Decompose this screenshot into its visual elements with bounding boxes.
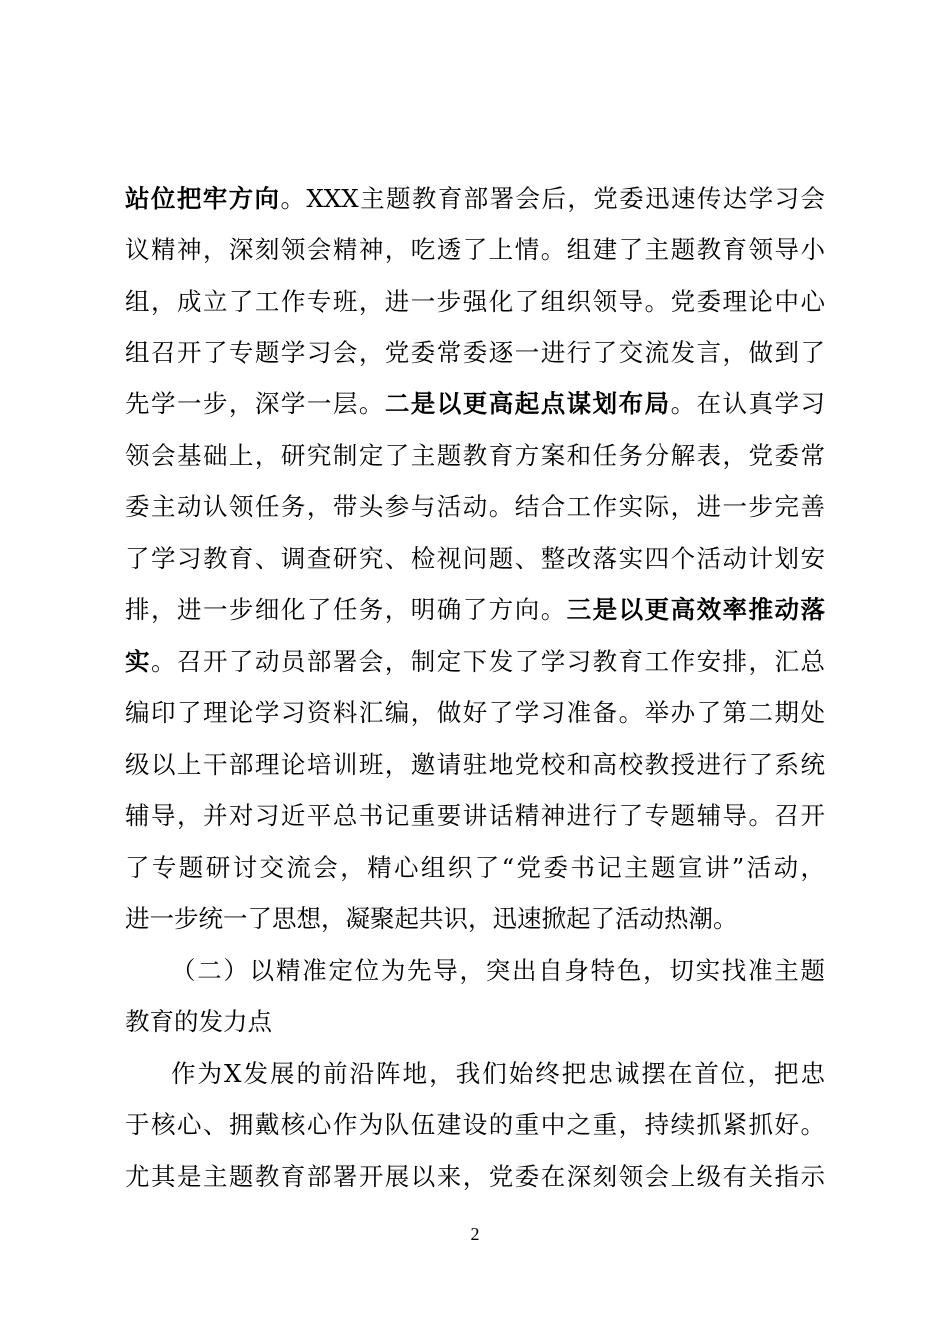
text-segment: 于核心、拥戴核心作为队伍建设的重中之重，持续抓紧抓好。 bbox=[125, 1110, 825, 1139]
bold-text-segment: 二是以更高起点谋划布局 bbox=[384, 389, 671, 418]
text-segment: 编印了理论学习资料汇编，做好了学习准备。举办了第二期处 bbox=[125, 698, 825, 727]
text-segment: 领会基础上，研究制定了主题教育方案和任务分解表，党委常 bbox=[125, 441, 825, 470]
text-segment: 进一步统一了思想，凝聚起共识，迅速掀起了活动热潮。 bbox=[125, 904, 738, 933]
text-segment: 了专题研讨交流会，精心组织了“党委书记主题宣讲”活动， bbox=[125, 853, 825, 882]
text-line bbox=[171, 1057, 825, 1091]
text-line bbox=[125, 645, 825, 679]
page-number: 2 bbox=[470, 1224, 480, 1244]
text-line bbox=[125, 387, 825, 421]
text-line bbox=[125, 902, 825, 936]
text-segment: 。召开了动员部署会，制定下发了学习教育工作安排，汇总 bbox=[150, 647, 826, 676]
text-segment: 委主动认领任务，带头参与活动。结合工作实际，进一步完善 bbox=[125, 492, 825, 521]
text-line bbox=[125, 542, 825, 576]
bold-text-segment: 三是以更高效率推动落 bbox=[566, 595, 825, 624]
bold-text-segment: 站位把牢方向 bbox=[125, 184, 281, 213]
bold-text-segment: 实 bbox=[125, 647, 151, 676]
text-segment: 排，进一步细化了任务，明确了方向。 bbox=[125, 595, 567, 624]
text-line bbox=[125, 336, 825, 370]
text-segment: 辅导，并对习近平总书记重要讲话精神进行了专题辅导。召开 bbox=[125, 801, 825, 830]
text-line bbox=[125, 182, 825, 216]
text-line bbox=[125, 439, 825, 473]
text-segment: 。XXX主题教育部署会后，党委迅速传达学习会 bbox=[280, 184, 826, 213]
text-line bbox=[125, 851, 825, 885]
text-segment: 尤其是主题教育部署开展以来，党委在深刻领会上级有关指示 bbox=[125, 1162, 825, 1191]
text-segment: （二）以精准定位为先导，突出自身特色，切实找准主题 bbox=[171, 956, 825, 985]
text-line bbox=[125, 490, 825, 524]
text-segment: 。在认真学习 bbox=[670, 389, 826, 418]
text-line bbox=[125, 285, 825, 319]
text-segment: 议精神，深刻领会精神，吃透了上情。组建了主题教育领导小 bbox=[125, 235, 825, 264]
text-line bbox=[125, 1005, 825, 1039]
text-line bbox=[125, 799, 825, 833]
text-line bbox=[125, 233, 825, 267]
text-line bbox=[171, 954, 825, 988]
text-line bbox=[125, 1108, 825, 1142]
text-segment: 教育的发力点 bbox=[125, 1007, 272, 1036]
text-line bbox=[125, 748, 825, 782]
text-line bbox=[125, 593, 825, 627]
text-line bbox=[125, 696, 825, 730]
text-segment: 了学习教育、调查研究、检视问题、整改落实四个活动计划安 bbox=[125, 544, 825, 573]
text-segment: 作为X发展的前沿阵地，我们始终把忠诚摆在首位，把忠 bbox=[171, 1059, 825, 1088]
text-segment: 级以上干部理论培训班，邀请驻地党校和高校教授进行了系统 bbox=[125, 750, 825, 779]
text-segment: 组召开了专题学习会，党委常委逐一进行了交流发言，做到了 bbox=[125, 338, 825, 367]
text-line bbox=[125, 1160, 825, 1194]
text-segment: 组，成立了工作专班，进一步强化了组织领导。党委理论中心 bbox=[125, 287, 825, 316]
text-segment: 先学一步，深学一层。 bbox=[125, 389, 385, 418]
